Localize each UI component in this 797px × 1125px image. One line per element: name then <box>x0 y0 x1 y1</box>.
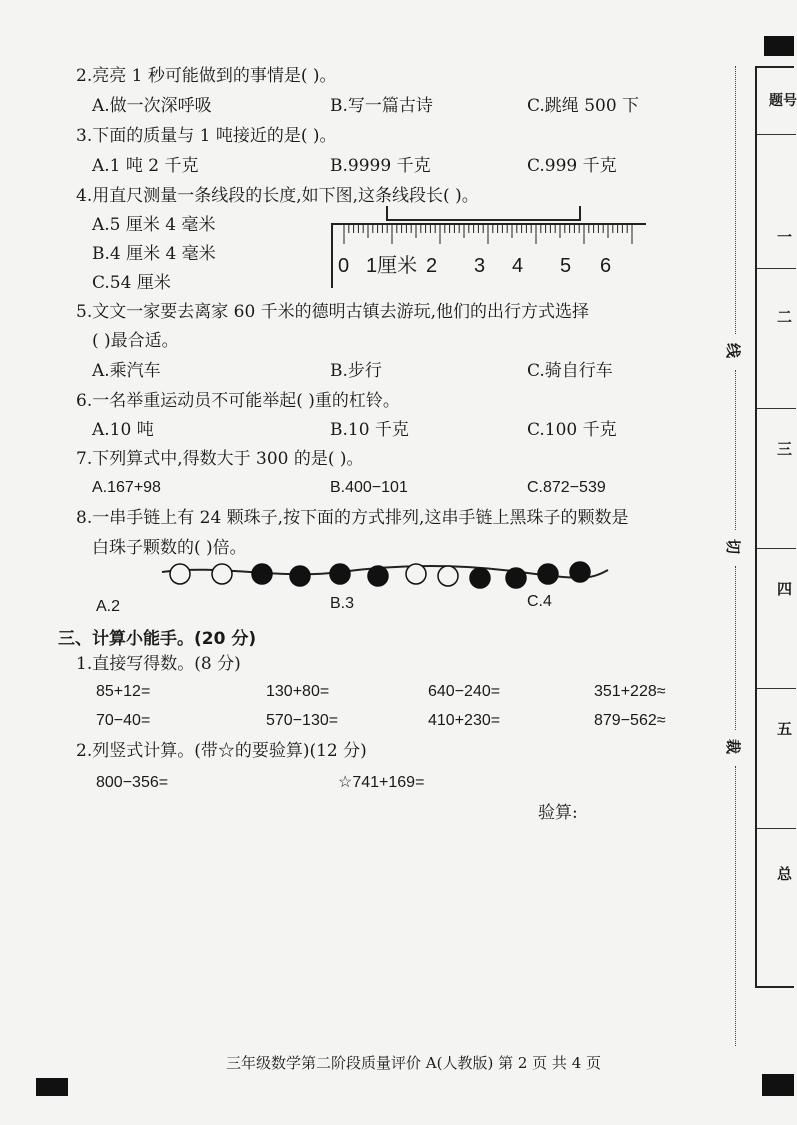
option-b: B.400−101 <box>330 479 408 496</box>
question-stem: 2.亮亮 1 秒可能做到的事情是( )。 <box>76 66 337 86</box>
question-stem: 6.一名举重运动员不可能举起( )重的杠铃。 <box>76 391 400 411</box>
black-bead <box>290 566 310 586</box>
option-c: C.999 千克 <box>527 156 617 176</box>
option-b: B.10 千克 <box>330 420 409 440</box>
calc-item: 570−130= <box>266 712 339 729</box>
question-stem: 3.下面的质量与 1 吨接近的是( )。 <box>76 126 337 146</box>
calc-item: 70−40= <box>96 712 151 729</box>
ruler-label-1: 1厘米 <box>366 255 418 277</box>
calc-item: 410+230= <box>428 712 501 729</box>
question-stem: 5.文文一家要去离家 60 千米的德明古镇去游玩,他们的出行方式选择 <box>76 302 590 322</box>
score-row-label: 四 <box>777 580 793 598</box>
measured-segment <box>380 204 590 224</box>
score-row-label: 总 <box>777 865 793 883</box>
score-table-header: 题号 <box>769 93 797 109</box>
option-a: A.做一次深呼吸 <box>92 96 212 116</box>
black-bead <box>538 564 558 584</box>
score-row-label: 二 <box>777 308 793 326</box>
option-b: B.9999 千克 <box>330 156 431 176</box>
option-a: A.167+98 <box>92 479 161 496</box>
section-title: 三、计算小能手。(20 分) <box>58 629 257 649</box>
black-bead <box>252 564 272 584</box>
cut-line <box>735 566 736 730</box>
question-stem: 4.用直尺测量一条线段的长度,如下图,这条线段长( )。 <box>76 186 479 206</box>
option-b: B.步行 <box>330 361 382 381</box>
registration-mark <box>36 1078 68 1096</box>
registration-mark <box>762 1074 794 1096</box>
page-footer: 三年级数学第二阶段质量评价 A(人教版) 第 2 页 共 4 页 <box>226 1054 602 1072</box>
score-row-label: 三 <box>777 440 793 458</box>
cut-line <box>735 66 736 334</box>
option-a: A.2 <box>96 598 121 615</box>
black-bead <box>570 562 590 582</box>
check-label: 验算: <box>538 803 578 823</box>
option-c: C.4 <box>527 593 552 610</box>
ruler-label-0: 0 <box>338 255 350 277</box>
part2-title: 2.列竖式计算。(带☆的要验算)(12 分) <box>76 741 367 761</box>
binding-label: 线 <box>724 342 743 359</box>
calc-item: 85+12= <box>96 683 151 700</box>
ruler-label-3: 3 <box>474 255 486 277</box>
option-b: B.3 <box>330 595 355 612</box>
question-stem-cont: 白珠子颗数的( )倍。 <box>92 538 247 558</box>
vertical-calc-item: 800−356= <box>96 774 169 791</box>
question-stem: 8.一串手链上有 24 颗珠子,按下面的方式排列,这串手链上黑珠子的颗数是 <box>76 508 629 528</box>
calc-item: 640−240= <box>428 683 501 700</box>
option-c: C.100 千克 <box>527 420 617 440</box>
score-table <box>755 66 797 988</box>
option-c: C.54 厘米 <box>92 273 171 293</box>
binding-label: 切 <box>724 538 743 555</box>
black-bead <box>368 566 388 586</box>
option-a: A.乘汽车 <box>92 361 161 381</box>
black-bead <box>506 568 526 588</box>
option-c: C.872−539 <box>527 479 606 496</box>
ruler <box>330 222 648 290</box>
white-bead <box>406 564 426 584</box>
score-row-label: 五 <box>777 720 793 738</box>
option-a: A.5 厘米 4 毫米 <box>92 215 216 235</box>
calc-item: 130+80= <box>266 683 330 700</box>
ruler-label-6: 6 <box>600 255 612 277</box>
question-stem: 7.下列算式中,得数大于 300 的是( )。 <box>76 449 364 469</box>
ruler-label-4: 4 <box>512 255 524 277</box>
registration-mark <box>764 36 794 56</box>
calc-item: 879−562≈ <box>594 712 666 729</box>
cut-line <box>735 766 736 1046</box>
ruler-label-2: 2 <box>426 255 438 277</box>
option-c: C.骑自行车 <box>527 361 613 381</box>
question-stem-cont: ( )最合适。 <box>92 331 179 351</box>
binding-label: 裁 <box>724 738 743 755</box>
white-bead <box>170 564 190 584</box>
ruler-label-5: 5 <box>560 255 572 277</box>
cut-line <box>735 370 736 530</box>
option-c: C.跳绳 500 下 <box>527 96 640 116</box>
black-bead <box>470 568 490 588</box>
option-b: B.4 厘米 4 毫米 <box>92 244 216 264</box>
score-row-label: 一 <box>777 228 793 246</box>
option-b: B.写一篇古诗 <box>330 96 433 116</box>
option-a: A.10 吨 <box>92 420 154 440</box>
part1-title: 1.直接写得数。(8 分) <box>76 654 241 674</box>
vertical-calc-item: ☆741+169= <box>338 774 425 791</box>
black-bead <box>330 564 350 584</box>
calc-item: 351+228≈ <box>594 683 666 700</box>
white-bead <box>212 564 232 584</box>
option-a: A.1 吨 2 千克 <box>92 156 199 176</box>
white-bead <box>438 566 458 586</box>
